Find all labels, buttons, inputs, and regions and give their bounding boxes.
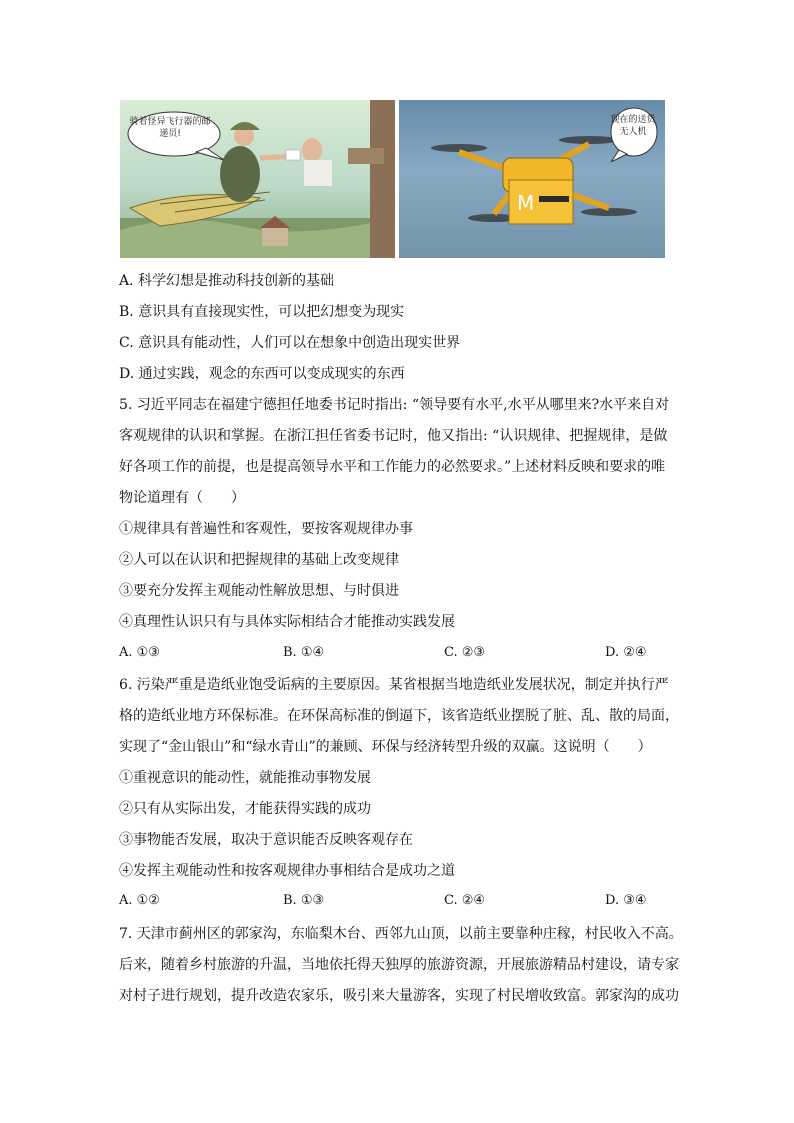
q4-option-c: C. 意识具有能动性，人们可以在想象中创造出现实世界 (119, 335, 461, 351)
q4-option-d: D. 通过实践，观念的东西可以变成现实的东西 (119, 366, 405, 382)
q4-option-a: A. 科学幻想是推动科技创新的基础 (119, 273, 335, 289)
q6-stem-line: 6. 污染严重是造纸业饱受诟病的主要原因。某省根据当地造纸业发展状况，制定并执行严 (119, 677, 669, 693)
q5-choice-c[interactable]: C. ②③ (444, 645, 486, 660)
q5-stem-line: 客观规律的认识和掌握。在浙江担任省委书记时，他又指出: “认识规律、把握规律，是做 (119, 428, 668, 444)
drone-photo (399, 100, 665, 258)
q5-choice-a[interactable]: A. ①③ (119, 645, 160, 660)
q5-choices (119, 645, 659, 665)
q6-statement-1: ①重视意识的能动性，就能推动事物发展 (119, 770, 371, 786)
q7-stem-line: 对村子进行规划，提升改造农家乐，吸引来大量游客，实现了村民增收致富。郭家沟的成功 (119, 988, 679, 1004)
q5-statement-4: ④真理性认识只有与具体实际相结合才能推动实践发展 (119, 614, 455, 630)
left-speech-bubble (126, 110, 214, 156)
q7-stem-line: 7. 天津市蓟州区的郭家沟，东临梨木台、西邻九山顶，以前主要靠种庄稼，村民收入不高。 (119, 926, 683, 942)
q5-statement-2: ②人可以在认识和把握规律的基础上改变规律 (119, 552, 399, 568)
q6-choices (119, 893, 659, 913)
q6-choice-b[interactable]: B. ①③ (283, 893, 325, 908)
q7-stem-line: 后来，随着乡村旅游的升温，当地依托得天独厚的旅游资源，开展旅游精品村建设，请专家 (119, 957, 679, 973)
q6-statement-4: ④发挥主观能动性和按客观规律办事相结合是成功之道 (119, 863, 455, 879)
q6-choice-a[interactable]: A. ①② (119, 893, 160, 908)
right-caption: 现在的送货无人机 (610, 115, 656, 137)
q6-choice-c[interactable]: C. ②④ (444, 893, 486, 908)
q6-statement-3: ③事物能否发展，取决于意识能否反映客观存在 (119, 832, 413, 848)
q4-option-b: B. 意识具有直接现实性，可以把幻想变为现实 (119, 304, 405, 320)
q6-statement-2: ②只有从实际出发，才能获得实践的成功 (119, 801, 371, 817)
left-caption: 骑着怪异飞行器的邮递员! (129, 117, 211, 139)
q5-statement-1: ①规律具有普遍性和客观性，要按客观规律办事 (119, 521, 413, 537)
q5-stem-line: 好各项工作的前提，也是提高领导水平和工作能力的必然要求。”上述材料反映和要求的唯 (119, 459, 666, 475)
q5-stem-line: 物论道理有（ ） (119, 490, 245, 506)
q6-stem-line: 格的造纸业地方环保标准。在环保高标准的倒逼下，该省造纸业摆脱了脏、乱、散的局面， (119, 708, 679, 724)
q5-stem-line: 5. 习近平同志在福建宁德担任地委书记时指出: “领导要有水平,水平从哪里来?水平来自对 (119, 397, 670, 413)
right-speech-bubble (609, 106, 657, 162)
q6-stem-line: 实现了“金山银山”和“绿水青山”的兼顾、环保与经济转型升级的双赢。这说明（ ） (119, 739, 652, 755)
vintage-postman-illustration (120, 100, 395, 258)
q5-choice-d[interactable]: D. ②④ (605, 645, 647, 660)
q5-statement-3: ③要充分发挥主观能动性解放思想、与时俱进 (119, 583, 399, 599)
illustration-figure (120, 100, 665, 258)
q6-choice-d[interactable]: D. ③④ (605, 893, 647, 908)
drone-package-label: M (517, 191, 535, 215)
q5-choice-b[interactable]: B. ①④ (283, 645, 325, 660)
